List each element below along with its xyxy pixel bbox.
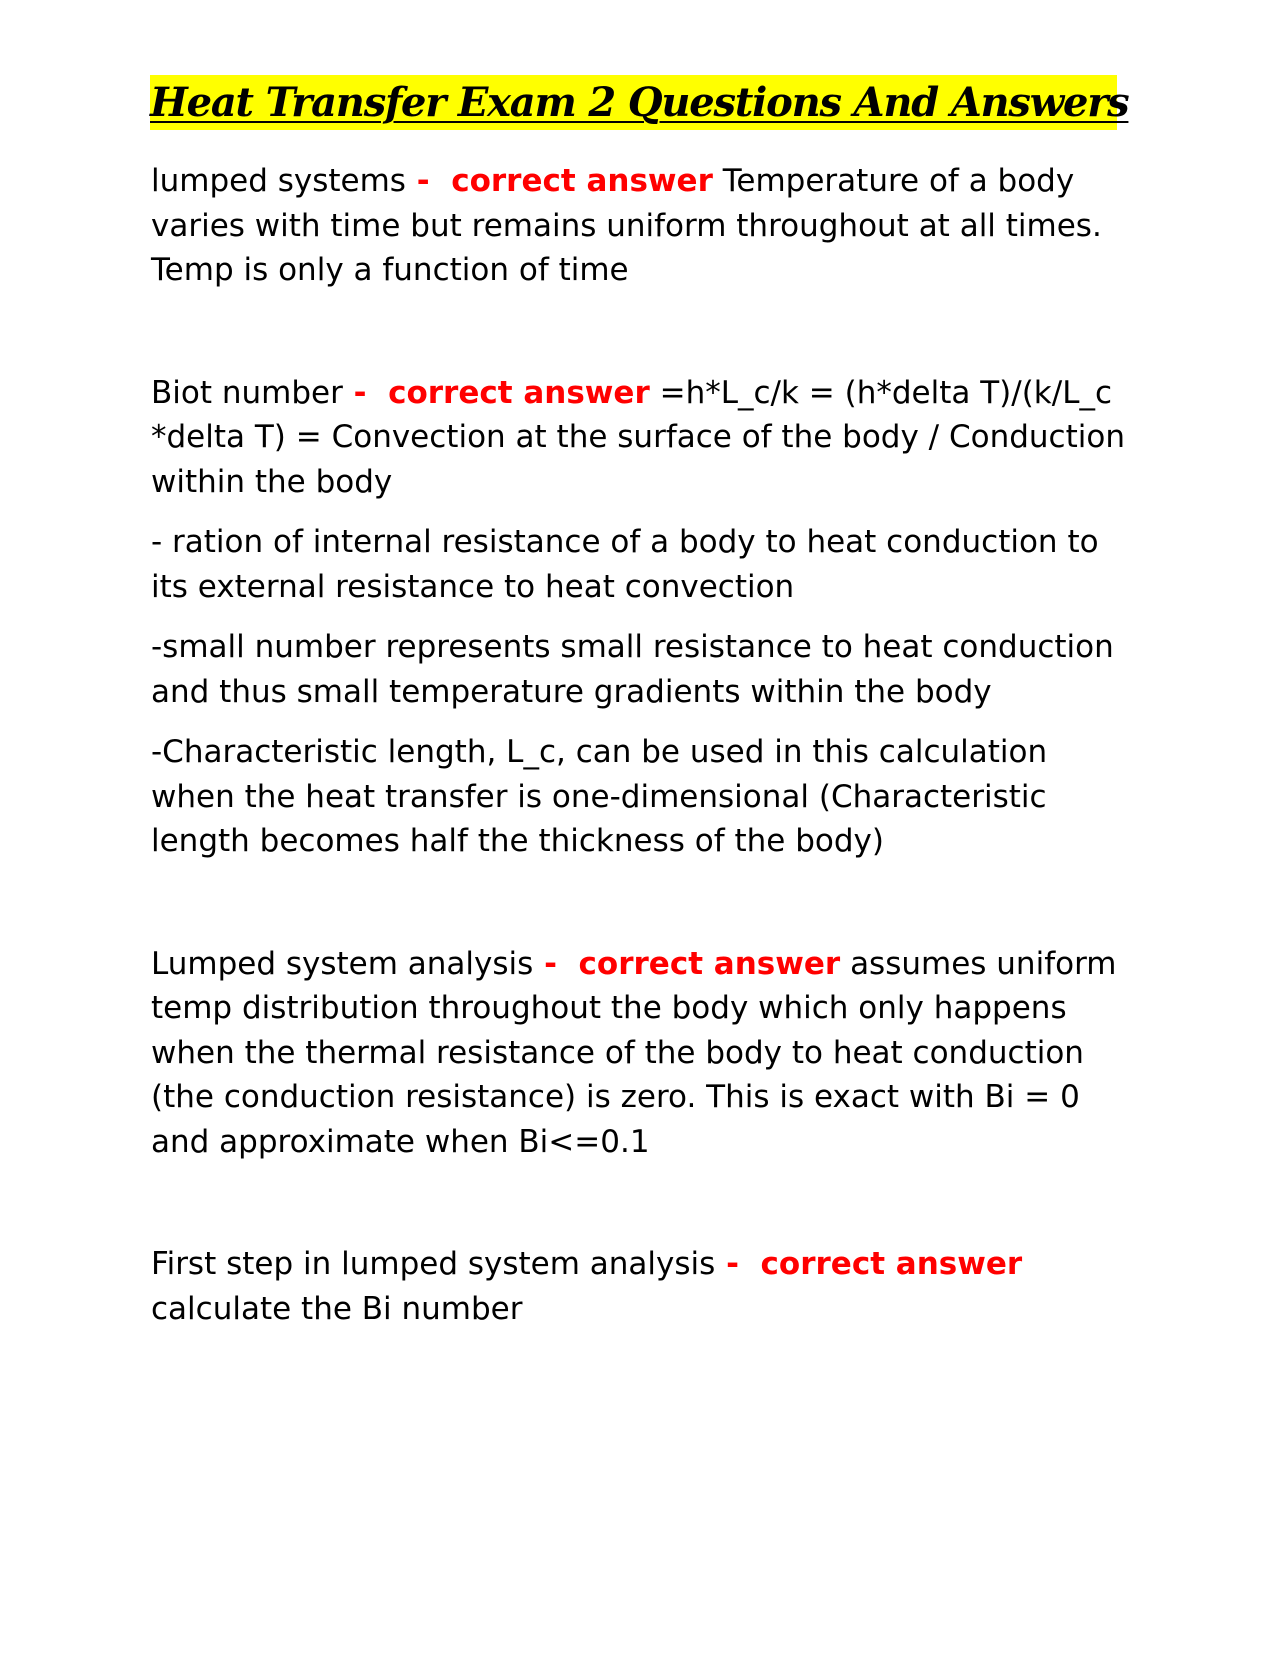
qa-entry-lumped-system-analysis <box>151 942 1136 1165</box>
qa-answer-note: -Characteristic length, L_c, can be used in this calculation when the heat transfer is one-dimensional (Characteristic length becomes half the thickness of the body) <box>151 734 1048 859</box>
qa-term: lumped systems <box>151 163 406 199</box>
qa-answer: assumes uniform temp distribution throughout the body which only happens when the thermal resistance of the body to heat conduction (the conduction resistance) is zero. This is exact with Bi = 0 and approximate when Bi<=0.1 <box>151 945 1117 1160</box>
qa-answer: Temperature of a body varies with time but remains uniform throughout at all times. Temp is only a function of time <box>151 163 1102 288</box>
qa-answer: calculate the Bi number <box>151 1290 523 1327</box>
qa-answer: =h*L_c/k = (h*delta T)/(k/L_c *delta T) = Convection at the surface of the body / Conduction within the body <box>151 374 1125 500</box>
qa-answer-note: - ration of internal resistance of a body to heat conduction to its external resistance to heat convection <box>151 524 1099 605</box>
qa-entry-biot-number <box>151 371 1136 864</box>
qa-term: Lumped system analysis <box>151 945 534 982</box>
document-title: Heat Transfer Exam 2 Questions And Answers <box>150 75 1117 130</box>
qa-answer-note: -small number represents small resistance to heat conduction and thus small temperature gradients within the body <box>151 629 1114 710</box>
answer-separator: - <box>533 945 579 982</box>
qa-entry-first-step <box>151 1242 1136 1331</box>
qa-term: Biot number <box>151 374 343 411</box>
qa-entry-lumped-systems <box>151 159 1136 293</box>
qa-question-line <box>151 371 1136 505</box>
correct-answer-label: correct answer <box>578 945 841 982</box>
qa-question-line <box>151 1242 1136 1331</box>
correct-answer-label: correct answer <box>388 374 650 411</box>
answer-separator: - <box>405 163 452 199</box>
correct-answer-label: correct answer <box>451 163 713 199</box>
correct-answer-label: correct answer <box>760 1246 1023 1282</box>
qa-term: First step in lumped system analysis <box>151 1246 716 1282</box>
qa-content <box>151 159 1136 1331</box>
qa-question-line <box>151 942 1136 1165</box>
answer-separator: - <box>342 374 389 411</box>
qa-question-line <box>151 159 1136 293</box>
answer-separator: - <box>715 1246 761 1282</box>
